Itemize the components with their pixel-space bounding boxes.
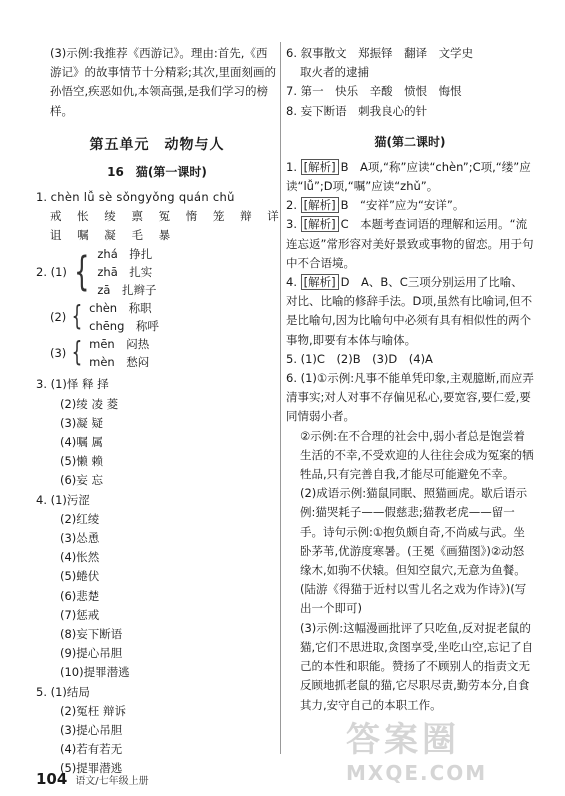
list-item: 6. 叙事散文 郑振铎 翻译 文学史 — [286, 46, 474, 60]
watermark-url: MXQE.COM — [346, 761, 488, 785]
q1-chars-1: 戒 怅 绫 禀 冤 惰 笼 辩 详 — [50, 209, 285, 224]
list-item: (9)提心吊胆 — [60, 646, 123, 661]
q2-g1-c: zā 扎辫子 — [97, 283, 157, 298]
answer-text: D A、B、C三项分别运用了比喻、对比、比喻的修辞手法。D项,虽然有比喻词,但不是比喻句,因为比喻句中必须有具有相似性的两个事物,即要有本体与喻体。 — [286, 275, 533, 347]
answer-1: 1. [解析] B A项,“称”应读“chèn”;C项,“缕”应读“lǚ”;D项,“嘱”应读“zhǔ”。 — [286, 159, 531, 194]
answer-6-part-2: ②示例:在不合理的社会中,弱小者总是饱尝着生活的不幸,不受欢迎的人往往会成为冤案的牺牲品,只有完善自我,才能尽可能避免不幸。 — [300, 428, 534, 482]
q2-g2-label: (2) — [50, 310, 67, 325]
list-item: (5)懒 赖 — [60, 454, 103, 469]
watermark — [346, 712, 556, 794]
list-item: (4)怅然 — [60, 550, 100, 565]
analysis-tag: [解析] — [301, 216, 339, 232]
answer-2: 2. [解析] B “安祥”应为“安详”。 — [286, 198, 465, 213]
q1-number-line: 1. chèn lǚ sè sǒngyǒng quán chǔ — [36, 189, 235, 204]
left-column — [36, 44, 285, 779]
list-item: (2)红绫 — [60, 511, 100, 526]
list-item: 8. 妄下断语 刺我良心的针 — [286, 103, 428, 118]
answer-3: 3. [解析] C 本题考查词语的理解和运用。“流连忘返”常形容对美好景致或事物的留恋。用于句中不合语境。 — [286, 217, 534, 270]
q2-g3-a: mēn 闷热 — [89, 337, 150, 352]
list-item: (8)妄下断语 — [60, 627, 123, 642]
q2-g1-a: zhá 挣扎 — [97, 247, 153, 262]
list-item: (3)凝 疑 — [60, 415, 103, 430]
list-item: (2)冤枉 辩诉 — [60, 703, 126, 718]
analysis-tag: [解析] — [301, 159, 339, 175]
q2-group-2 — [36, 299, 278, 335]
list-item: 取火者的逮捕 — [300, 65, 369, 80]
analysis-tag: [解析] — [301, 274, 339, 290]
lesson-title: 16 猫(第一课时) — [107, 164, 207, 179]
page-number: 104 — [36, 770, 68, 788]
answer-6-part-4: (3)示例:这幅漫画批评了只吃鱼,反对捉老鼠的猫,它们不思进取,贪图享受,坐吃山空,忘记了自己的本性和职能。赞扬了不顾别人的指责文无反顾地抓老鼠的猫,它尽职尽责,勤劳本分,自食其力,安守自己的本职工作。 — [300, 620, 534, 712]
list-item: (5)提罪潜逃 — [60, 761, 123, 776]
list-item: (6)悲楚 — [60, 588, 100, 603]
list-item: (6)妄 忘 — [60, 473, 103, 488]
q1-pinyin: chèn lǚ sè sǒngyǒng quán chǔ — [50, 189, 235, 204]
q1-chars-2: 诅 嘱 凝 毛 暴 — [50, 228, 177, 243]
list-item: (2)绫 凌 菱 — [60, 396, 119, 411]
column-divider — [280, 42, 281, 754]
list-item: 3. (1)怿 释 择 — [36, 377, 109, 392]
list-item: (5)蜷伏 — [60, 569, 100, 584]
answer-5: 5. (1)C (2)B (3)D (4)A — [286, 351, 433, 366]
list-item: 5. (1)结局 — [36, 684, 90, 699]
q2-g2-a: chèn 称职 — [89, 301, 152, 316]
brace-icon: { — [71, 335, 83, 369]
q2-label: 2. (1) — [36, 265, 67, 280]
answer-6-part-3: (2)成语示例:猫鼠同眠、照猫画虎。歇后语示例:猫哭耗子——假慈悲;猫教老虎——留一手。诗句示例:①抱负颇自奇,不尚威与武。坐卧茅苇,优游度寒暑。(王冕《画猫图》)②动怒缘木,如驹不伏辕。但知空鼠穴,无意为鱼餐。(陆游《得猫于近村以雪儿名之戏为作诗》)(写出一个即可) — [300, 486, 528, 616]
analysis-tag: [解析] — [301, 197, 339, 213]
watermark-text: 答案圈 — [346, 720, 460, 760]
q2-g3-label: (3) — [50, 346, 67, 361]
list-item: 4. (1)污涩 — [36, 492, 90, 507]
q2-g1-b: zhā 扎实 — [97, 265, 153, 280]
q2-group-3 — [36, 335, 278, 371]
list-item: (7)惩戒 — [60, 607, 100, 622]
list-item: 7. 第一 快乐 辛酸 愤恨 悔恨 — [286, 84, 462, 99]
book-label: 语文/七年级上册 — [75, 776, 149, 787]
answer-text: C 本题考查词语的理解和运用。“流连忘返”常形容对美好景致或事物的留恋。用于句中不合语境。 — [286, 217, 534, 270]
unit-title: 第五单元 动物与人 — [89, 136, 225, 153]
answer-6-part-1: 6. (1)①示例:凡事不能单凭印象,主观臆断,而应弄清事实;对人对事不存偏见私心,要宽容,要仁爱,要同情弱小者。 — [286, 371, 534, 424]
list-item: (4)嘱 属 — [60, 435, 103, 450]
intro-paragraph: (3)示例:我推荐《西游记》。理由:首先,《西游记》的故事情节十分精彩;其次,里面刻画的孙悟空,疾恶如仇,本领高强,是我们学习的榜样。 — [50, 46, 277, 118]
section-title: 猫(第二课时) — [374, 134, 446, 149]
q2-group-1 — [36, 245, 278, 299]
list-item: (10)提罪潜逃 — [60, 665, 130, 680]
q2-g2-b: chēng 称呼 — [89, 319, 159, 334]
list-item: (3)提心吊胆 — [60, 723, 123, 738]
list-item: (3)怂恿 — [60, 531, 100, 546]
answer-text: B A项,“称”应读“chèn”;C项,“缕”应读“lǚ”;D项,“嘱”应读“zhǔ”。 — [286, 159, 531, 194]
q2-g3-b: mèn 愁闷 — [89, 355, 150, 370]
page-footer — [36, 770, 149, 788]
answer-4: 4. [解析] D A、B、C三项分别运用了比喻、对比、比喻的修辞手法。D项,虽然有比喻词,但不是比喻句,因为比喻句中必须有具有相似性的两个事物,即要有本体与喻体。 — [286, 275, 533, 347]
list-item: (4)若有若无 — [60, 742, 123, 757]
brace-icon: { — [71, 299, 83, 333]
brace-icon: { — [74, 249, 90, 296]
right-column — [286, 44, 534, 715]
answer-text: B “安祥”应为“安详”。 — [340, 198, 465, 213]
